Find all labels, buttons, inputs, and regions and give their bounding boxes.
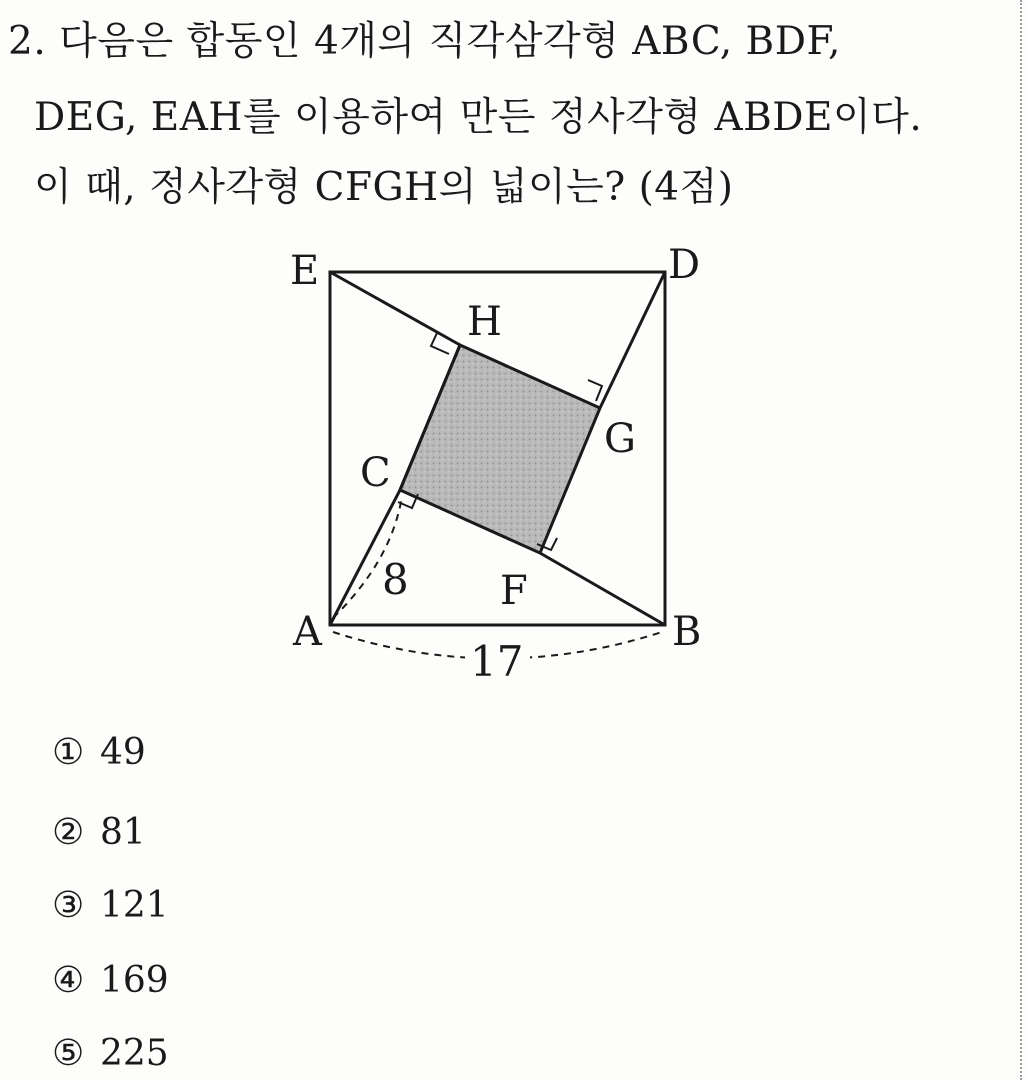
label-e: E <box>290 248 320 294</box>
length-ac: 8 <box>382 555 409 604</box>
shaded-square-cfgh <box>400 345 600 553</box>
label-a: A <box>293 609 322 655</box>
choice-2[interactable] <box>52 812 146 853</box>
choice-1[interactable] <box>52 732 146 773</box>
segment-gd <box>600 272 665 408</box>
label-f: F <box>500 568 528 614</box>
choice-5-mark: ⑤ <box>52 1033 85 1074</box>
label-b: B <box>672 609 702 655</box>
choice-3-mark: ③ <box>52 885 85 926</box>
label-g: G <box>604 416 636 462</box>
choice-3-value: 121 <box>100 885 169 926</box>
choice-1-mark: ① <box>52 732 85 773</box>
label-d: D <box>668 242 701 288</box>
choice-5-value: 225 <box>100 1033 169 1074</box>
choice-2-mark: ② <box>52 812 85 853</box>
question-line-1: 2. 다음은 합동인 4개의 직각삼각형 ABC, BDF, <box>8 19 841 64</box>
choice-5[interactable] <box>52 1033 169 1074</box>
label-c: C <box>360 450 391 496</box>
label-h: H <box>467 299 502 345</box>
choice-1-value: 49 <box>100 732 146 773</box>
page-edge-divider <box>1020 0 1024 1080</box>
question-line-3: 이 때, 정사각형 CFGH의 넓이는? (4점) <box>34 165 734 210</box>
choice-3[interactable] <box>52 885 169 926</box>
choice-4[interactable] <box>52 960 169 1001</box>
segment-fb <box>540 553 665 625</box>
question-line-2: DEG, EAH를 이용하여 만든 정사각형 ABDE이다. <box>34 95 923 140</box>
segment-eh <box>330 272 460 345</box>
choice-4-value: 169 <box>100 960 169 1001</box>
choice-2-value: 81 <box>100 812 146 853</box>
length-ab: 17 <box>470 637 524 686</box>
right-angle-mark-g <box>588 380 602 401</box>
choice-4-mark: ④ <box>52 960 85 1001</box>
